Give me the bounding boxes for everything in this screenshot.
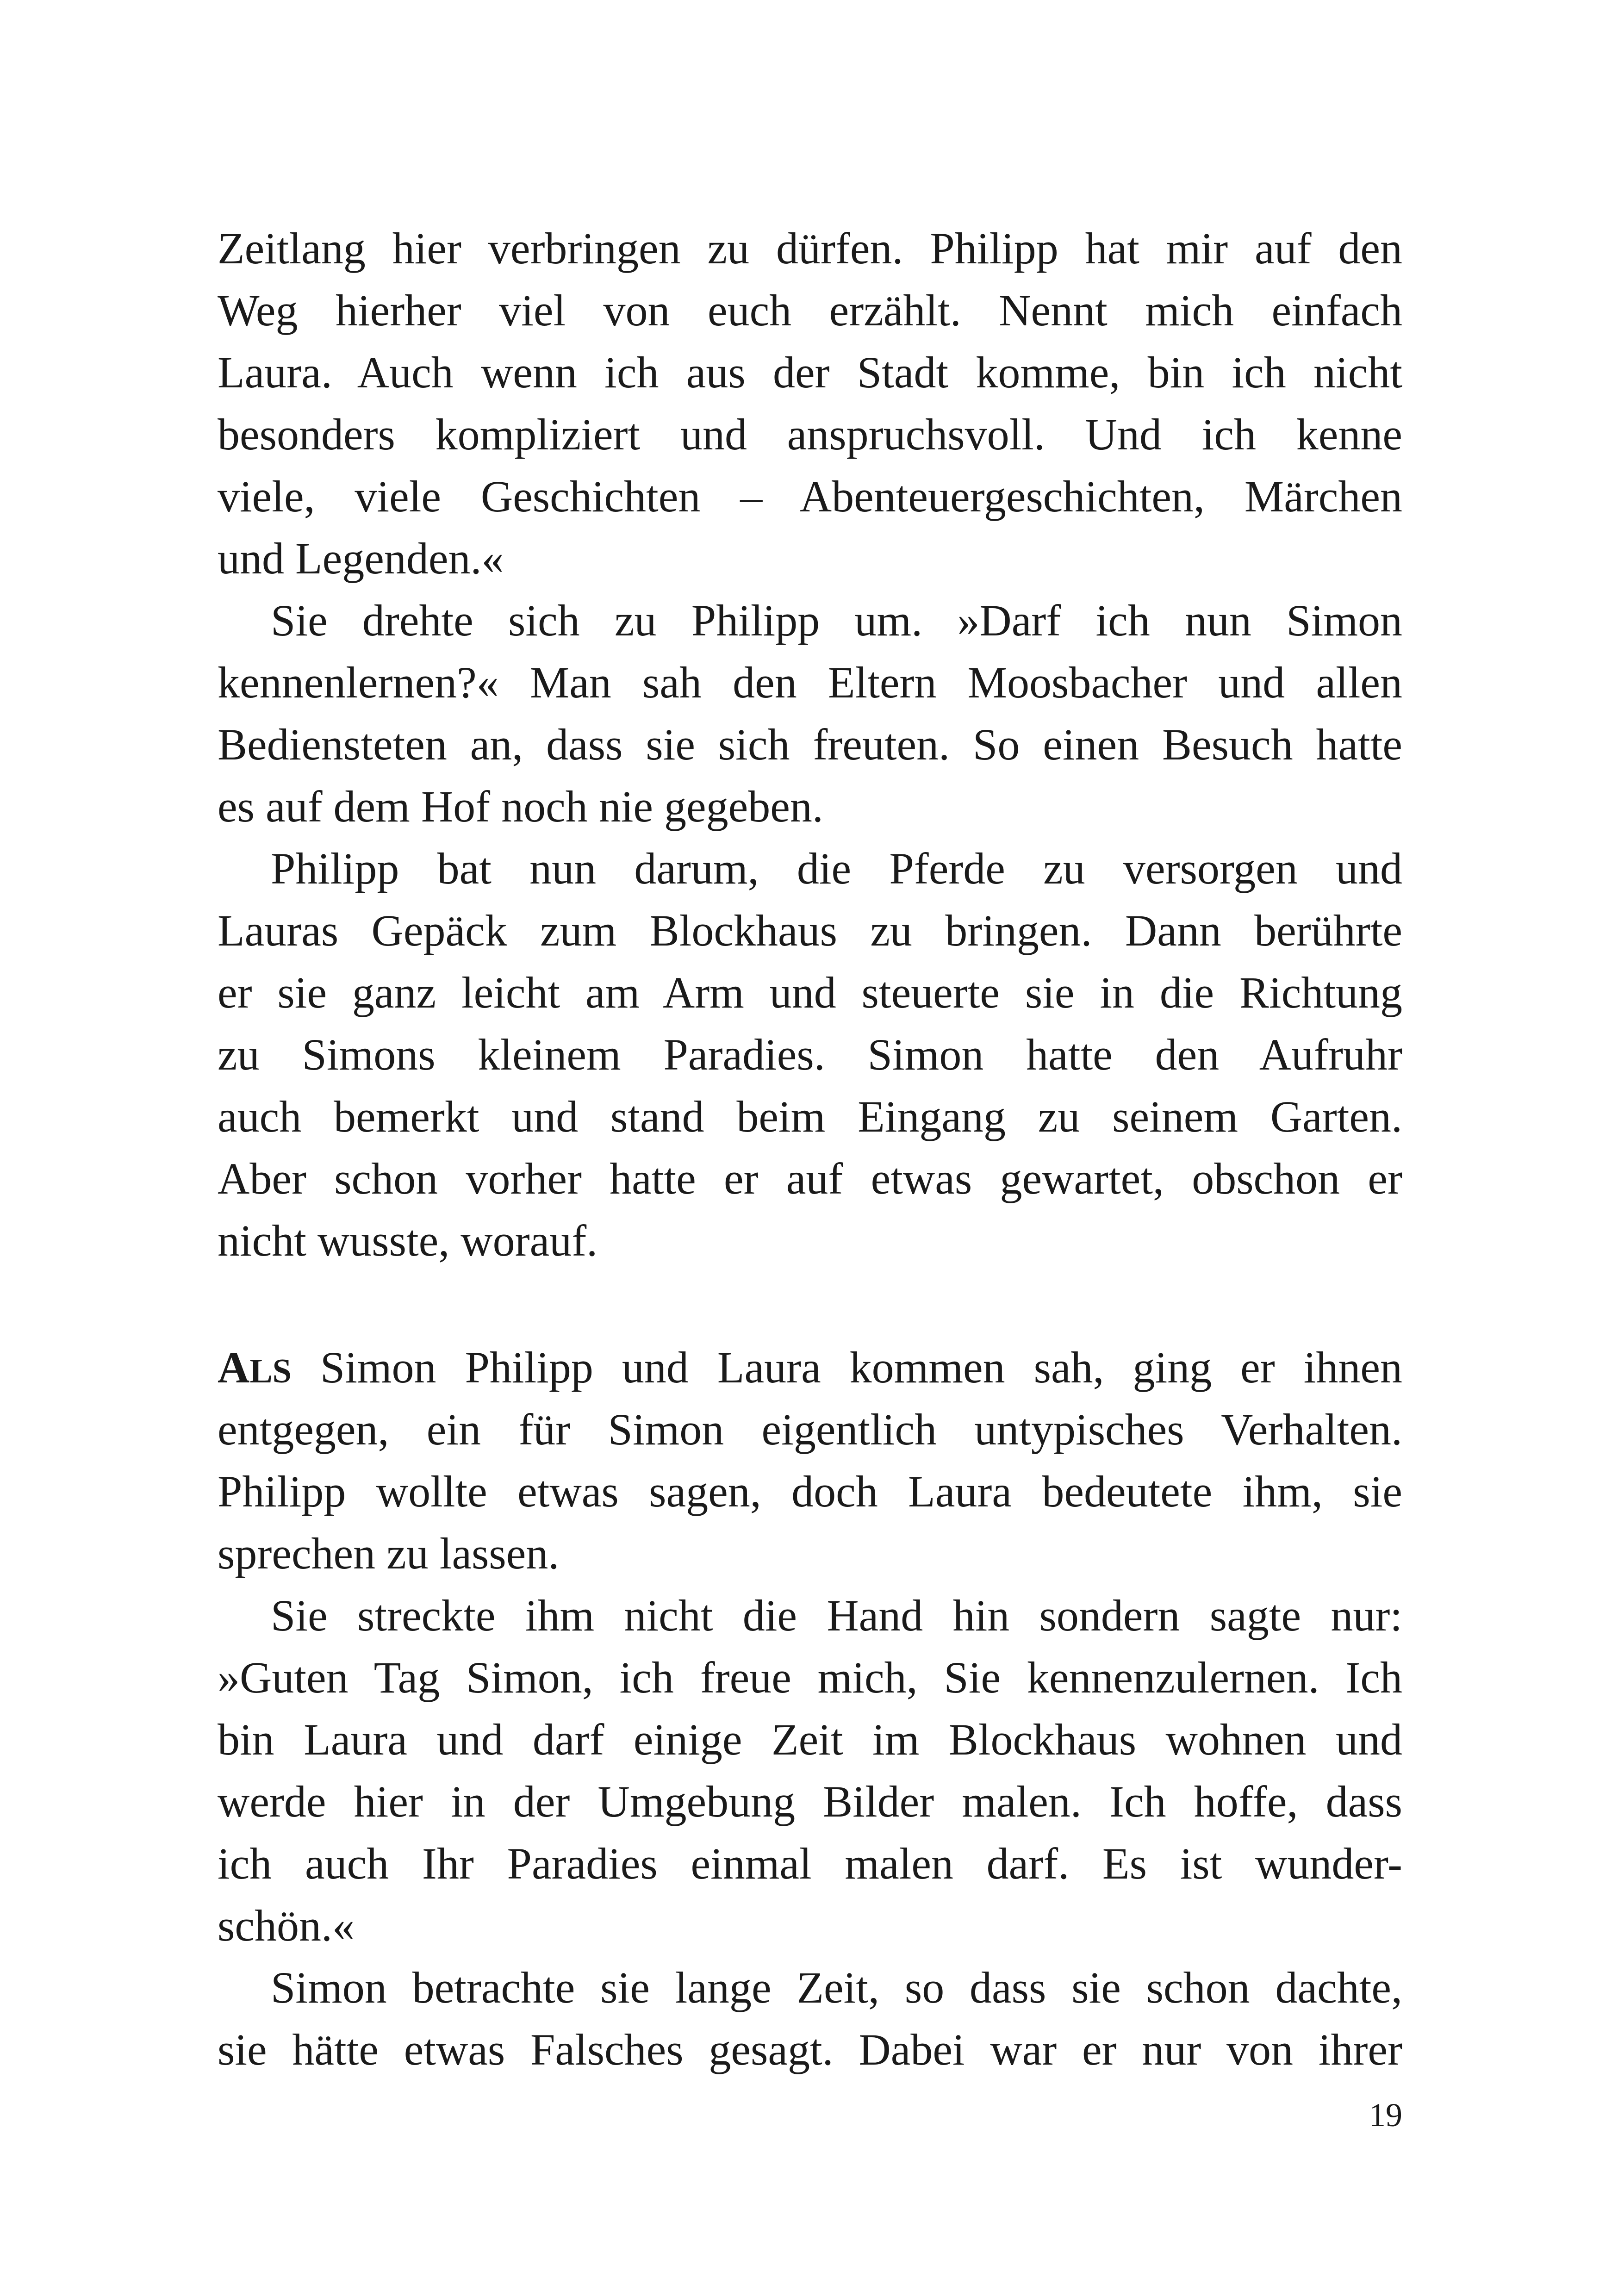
text-line: Zeitlang hier verbringen zu dürfen. Philipp hat mir auf den (218, 224, 1402, 273)
text-section-2 (218, 1337, 1402, 2081)
text-line: ich auch Ihr Paradies einmal malen darf. Es ist wunder- (218, 1839, 1402, 1888)
text-line: Simon betrachte sie lange Zeit, so dass sie schon dachte, (271, 1963, 1402, 2012)
text-section-1 (218, 218, 1402, 1272)
text-line: Lauras Gepäck zum Blockhaus zu bringen. Dann berührte (218, 906, 1402, 955)
text-line: es auf dem Hof noch nie gegeben. (218, 782, 823, 831)
text-line: entgegen, ein für Simon eigentlich untypisches Verhalten. (218, 1405, 1402, 1454)
small-caps-lead-initial: A (218, 1343, 250, 1392)
text-line: sie hätte etwas Falsches gesagt. Dabei war er nur von ihrer (218, 2025, 1402, 2074)
text-line: kennenlernen?« Man sah den Eltern Moosbacher und allen (218, 658, 1402, 707)
text-line: Sie drehte sich zu Philipp um. »Darf ich nun Simon (271, 596, 1402, 645)
section-opening-line (218, 1337, 1402, 1399)
text-line: bin Laura und darf einige Zeit im Blockhaus wohnen und (218, 1715, 1402, 1764)
text-line: Bediensteten an, dass sie sich freuten. So einen Besuch hatte (218, 720, 1402, 769)
text-line: Philipp bat nun darum, die Pferde zu versorgen und (271, 844, 1402, 893)
text-line: auch bemerkt und stand beim Eingang zu seinem Garten. (218, 1092, 1402, 1141)
text-line: er sie ganz leicht am Arm und steuerte sie in die Richtung (218, 968, 1402, 1017)
text-line: »Guten Tag Simon, ich freue mich, Sie kennenzulernen. Ich (218, 1653, 1402, 1702)
text-line: sprechen zu lassen. (218, 1529, 560, 1578)
text-line: viele, viele Geschichten – Abenteuergeschichten, Märchen (218, 472, 1402, 521)
small-caps-lead-rest: LS (249, 1352, 292, 1390)
text-line: werde hier in der Umgebung Bilder malen. Ich hoffe, dass (218, 1777, 1402, 1826)
text-line: Weg hierher viel von euch erzählt. Nennt mich einfach (218, 286, 1402, 335)
text-line: Philipp wollte etwas sagen, doch Laura bedeutete ihm, sie (218, 1467, 1402, 1516)
text-line: nicht wusste, worauf. (218, 1216, 598, 1265)
opening-line-text: Simon Philipp und Laura kommen sah, ging er ihnen (291, 1343, 1402, 1392)
text-line: Aber schon vorher hatte er auf etwas gewartet, obschon er (218, 1154, 1402, 1203)
page-number: 19 (1369, 2097, 1402, 2134)
text-line: und Legenden.« (218, 534, 504, 583)
text-line: besonders kompliziert und anspruchsvoll. Und ich kenne (218, 410, 1402, 459)
text-line: schön.« (218, 1901, 355, 1950)
text-line: Sie streckte ihm nicht die Hand hin sondern sagte nur: (271, 1591, 1402, 1640)
text-line: zu Simons kleinem Paradies. Simon hatte den Aufruhr (218, 1030, 1402, 1079)
text-line: Laura. Auch wenn ich aus der Stadt komme, bin ich nicht (218, 348, 1402, 397)
